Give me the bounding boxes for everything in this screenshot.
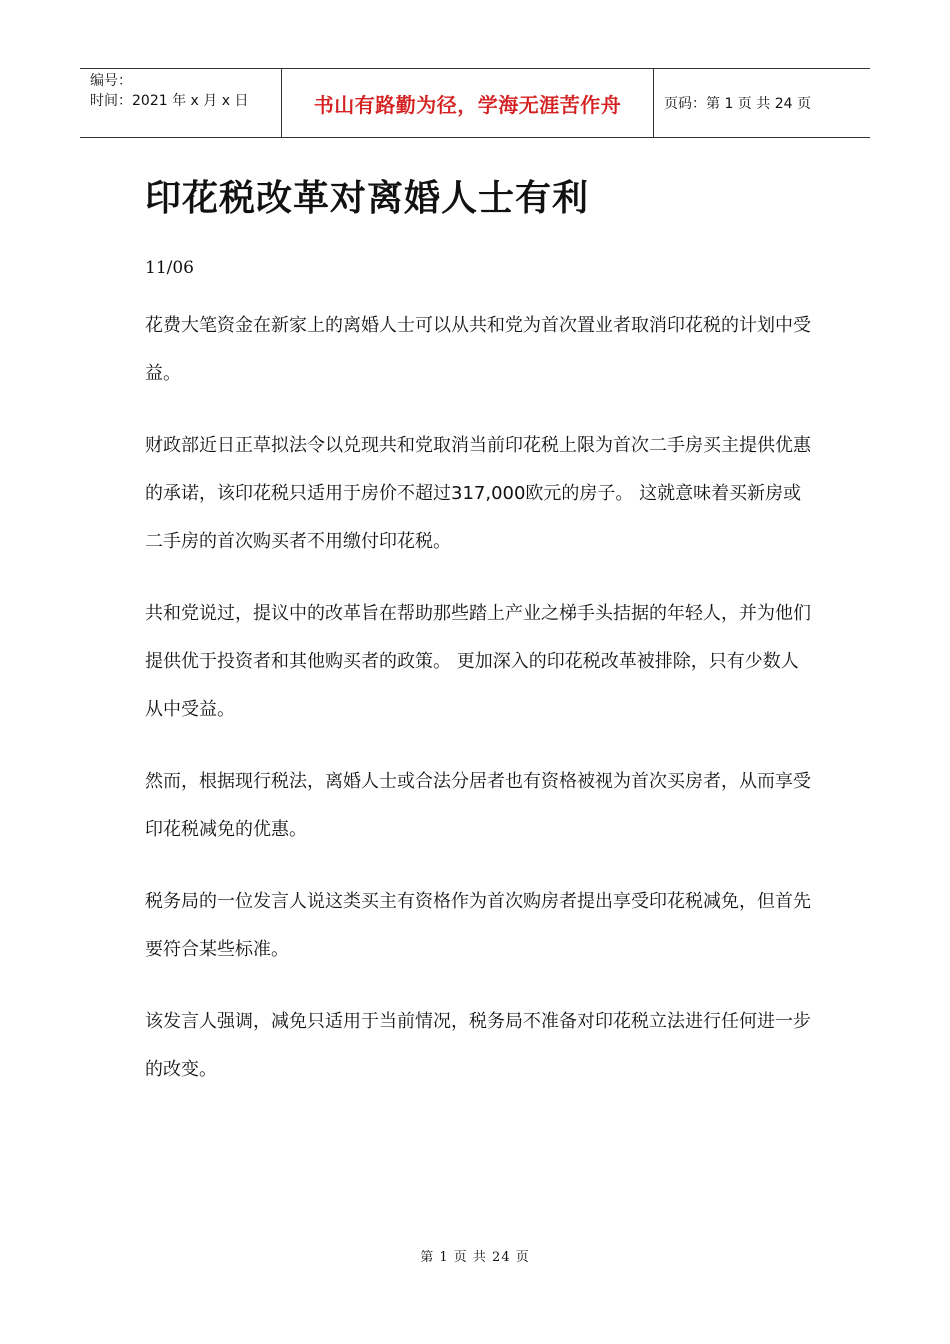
document-time-label: 时间：2021 年 x 月 x 日 bbox=[90, 93, 249, 109]
header-page-info: 页码：第 1 页 共 24 页 bbox=[664, 96, 811, 112]
article-paragraph: 然而，根据现行税法，离婚人士或合法分居者也有资格被视为首次买房者，从而享受印花税减免的优惠。 bbox=[145, 771, 811, 840]
article-paragraph: 共和党说过，提议中的改革旨在帮助那些踏上产业之梯手头拮据的年轻人，并为他们提供优于投资者和其他购买者的政策。 更加深入的印花税改革被排除，只有少数人从中受益。 bbox=[145, 603, 811, 720]
header-meta-cell bbox=[80, 69, 282, 137]
header-motto: 书山有路勤为径，学海无涯苦作舟 bbox=[282, 69, 654, 137]
article-title: 印花税改革对离婚人士有利 bbox=[145, 178, 590, 219]
document-header bbox=[80, 68, 870, 138]
article-body bbox=[145, 302, 815, 1118]
article-paragraph: 花费大笔资金在新家上的离婚人士可以从共和党为首次置业者取消印花税的计划中受益。 bbox=[145, 315, 811, 384]
document-number-label: 编号： bbox=[90, 73, 132, 89]
article-paragraph: 该发言人强调，减免只适用于当前情况，税务局不准备对印花税立法进行任何进一步的改变。 bbox=[145, 1011, 811, 1080]
page-footer: 第 1 页 共 24 页 bbox=[420, 1250, 530, 1265]
article-paragraph: 税务局的一位发言人说这类买主有资格作为首次购房者提出享受印花税减免，但首先要符合某些标准。 bbox=[145, 891, 811, 960]
article-date: 11/06 bbox=[145, 258, 194, 278]
article-paragraph: 财政部近日正草拟法令以兑现共和党取消当前印花税上限为首次二手房买主提供优惠的承诺，该印花税只适用于房价不超过317,000欧元的房子。 这就意味着买新房或二手房的首次购买者不用缴付印花税。 bbox=[145, 435, 811, 552]
